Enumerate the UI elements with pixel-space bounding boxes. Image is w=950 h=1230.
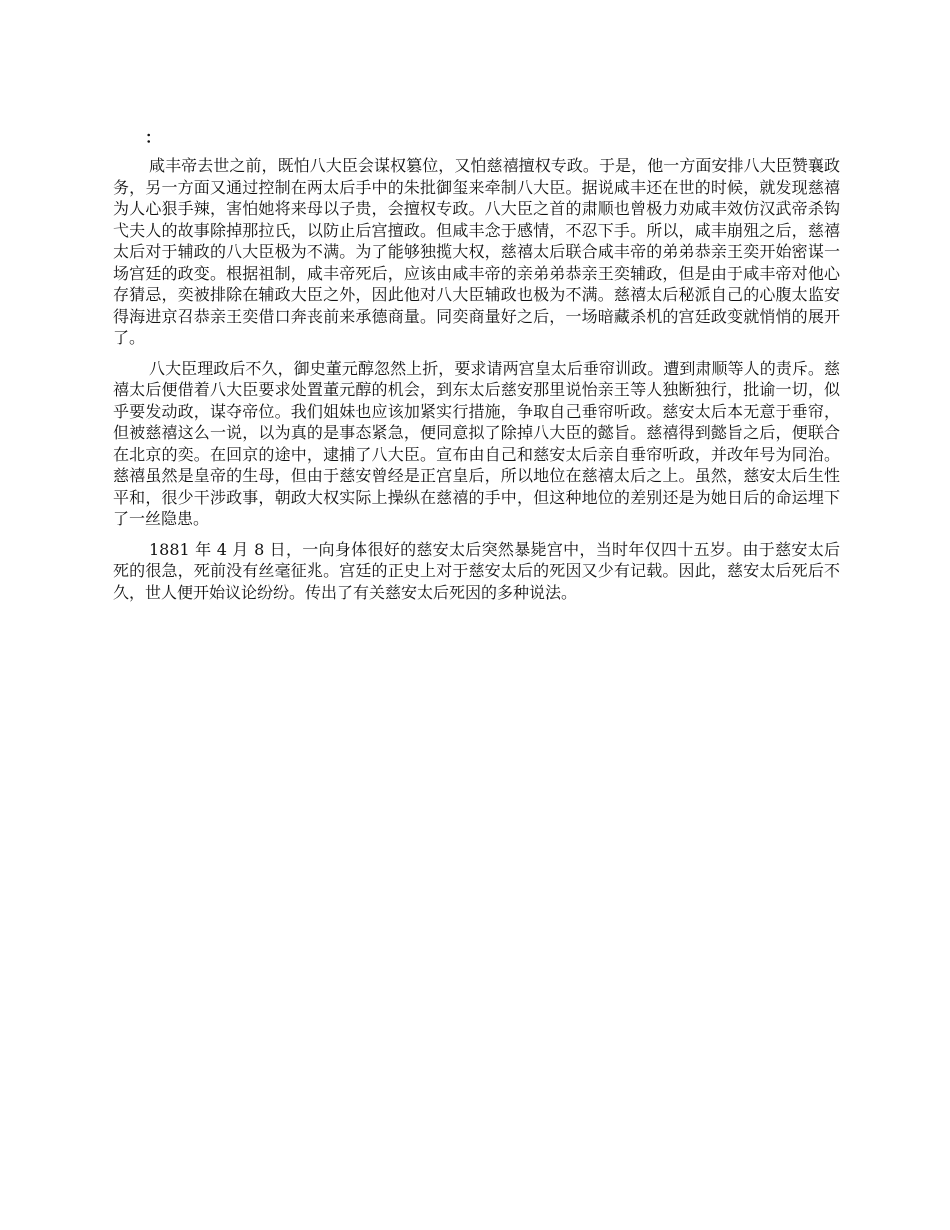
document-heading: ： <box>145 128 162 147</box>
paragraph-2: 八大臣理政后不久，御史董元醇忽然上折，要求请两宫皇太后垂帘训政。遭到肃顺等人的责斥。慈禧太后便借着八大臣要求处置董元醇的机会，到东太后慈安那里说怡亲王等人独断独行，批谕一切，似乎要发动政，谋夺帝位。我们姐妹也应该加紧实行措施，争取自己垂帘听政。慈安太后本无意于垂帘，但被慈禧这么一说，以为真的是事态紧急，便同意拟了除掉八大臣的懿旨。慈禧得到懿旨之后，便联合在北京的奕。在回京的途中，逮捕了八大臣。宣布由自己和慈安太后亲自垂帘听政，并改年号为同治。慈禧虽然是皇帝的生母，但由于慈安曾经是正宫皇后，所以地位在慈禧太后之上。虽然，慈安太后生性平和，很少干涉政事，朝政大权实际上操纵在慈禧的手中，但这种地位的差别还是为她日后的命运埋下了一丝隐患。 <box>113 358 840 528</box>
document-body <box>113 127 840 612</box>
paragraph-3: 1881 年 4 月 8 日，一向身体很好的慈安太后突然暴毙宫中，当时年仅四十五岁。由于慈安太后死的很急，死前没有丝毫征兆。宫廷的正史上对于慈安太后的死因又少有记载。因此，慈安太后死后不久，世人便开始议论纷纷。传出了有关慈安太后死因的多种说法。 <box>113 539 840 602</box>
paragraph-1: 咸丰帝去世之前，既怕八大臣会谋权篡位，又怕慈禧擅权专政。于是，他一方面安排八大臣赞襄政务，另一方面又通过控制在两太后手中的朱批御玺来牵制八大臣。据说咸丰还在世的时候，就发现慈禧为人心狠手辣，害怕她将来母以子贵，会擅权专政。八大臣之首的肃顺也曾极力劝咸丰效仿汉武帝杀钩弋夫人的故事除掉那拉氏，以防止后宫擅政。但咸丰念于感情，不忍下手。所以，咸丰崩殂之后，慈禧太后对于辅政的八大臣极为不满。为了能够独揽大权，慈禧太后联合咸丰帝的弟弟恭亲王奕开始密谋一场宫廷的政变。根据祖制，咸丰帝死后，应该由咸丰帝的亲弟弟恭亲王奕辅政，但是由于咸丰帝对他心存猜忌，奕被排除在辅政大臣之外，因此他对八大臣辅政也极为不满。慈禧太后秘派自己的心腹太监安得海进京召恭亲王奕借口奔丧前来承德商量。同奕商量好之后，一场暗藏杀机的宫廷政变就悄悄的展开了。 <box>113 156 840 347</box>
